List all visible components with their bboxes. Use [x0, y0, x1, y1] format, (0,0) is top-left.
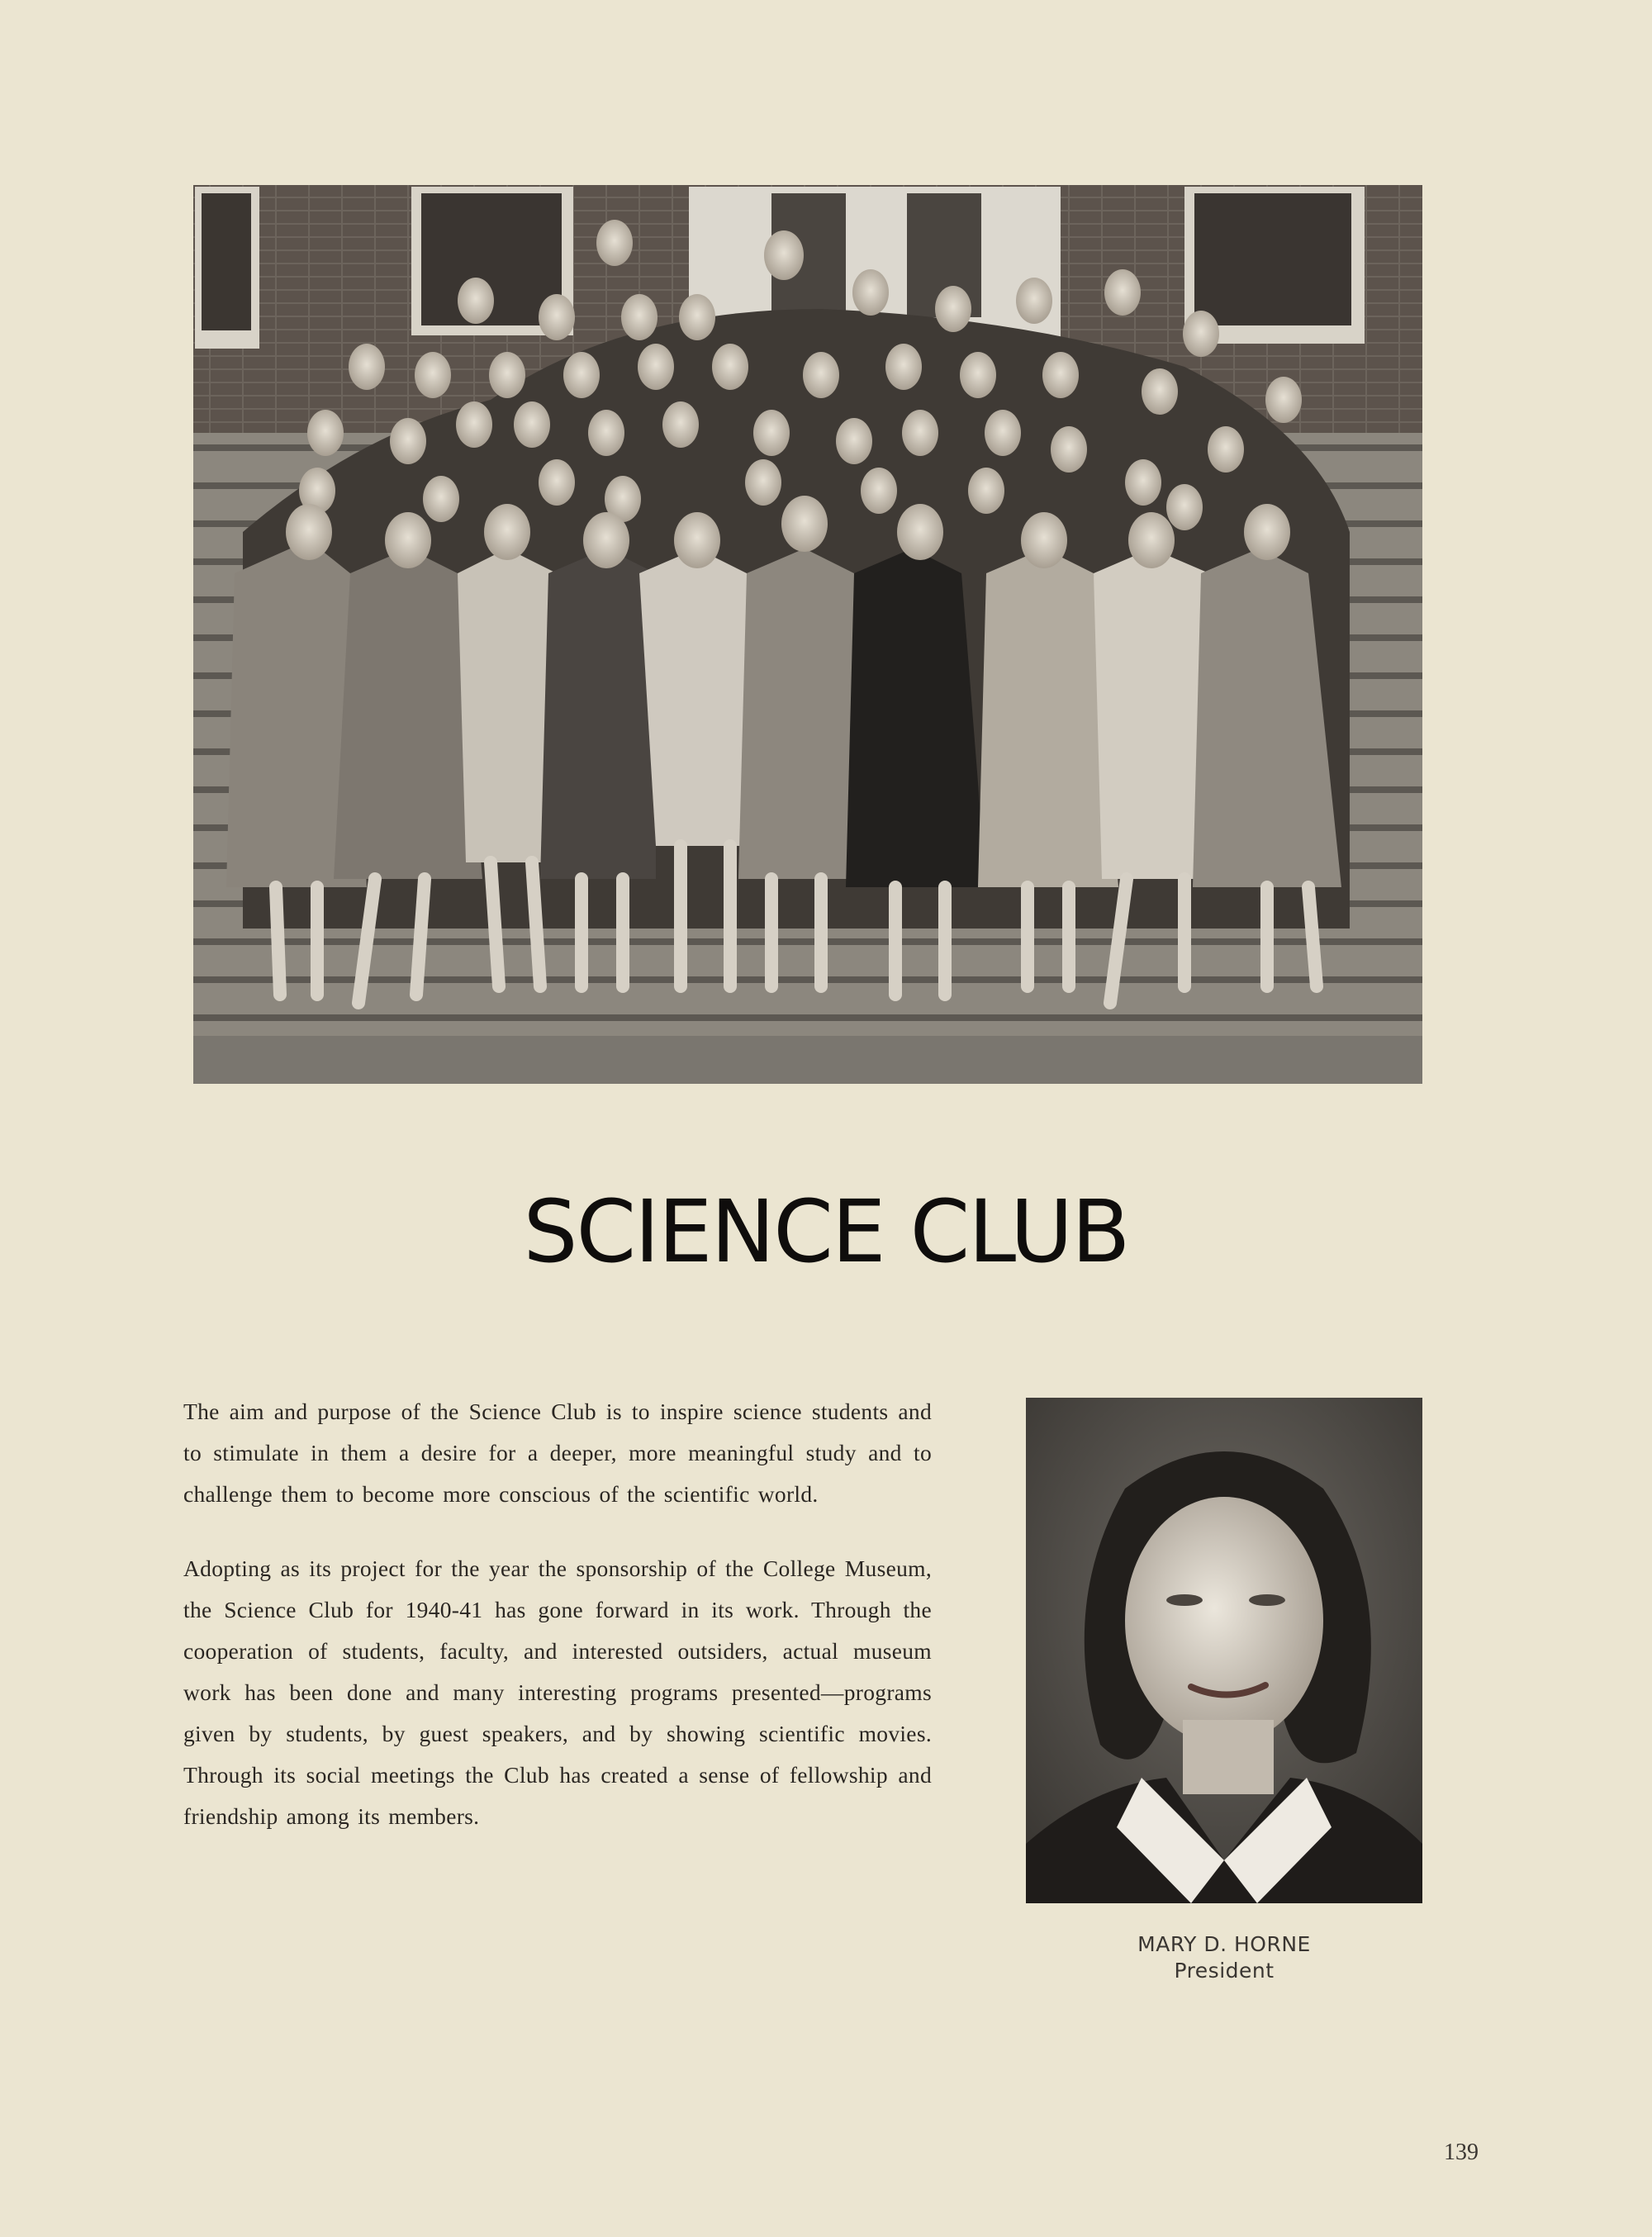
- page-number: 139: [1444, 2140, 1479, 2165]
- portrait-image: [1026, 1398, 1422, 1903]
- caption-name: MARY D. HORNE: [1137, 1932, 1311, 1956]
- caption-role: President: [1174, 1959, 1275, 1983]
- portrait-caption: [1026, 1931, 1422, 1984]
- page-title: SCIENCE CLUB: [523, 1181, 1129, 1282]
- group-photo-image: [193, 185, 1422, 1084]
- president-portrait: [1026, 1398, 1422, 1903]
- article-body: [183, 1391, 932, 1837]
- paragraph-1: The aim and purpose of the Science Club is to inspire science students and to stimulate in them a desire for a deeper, more meaningful study and to challenge them to become more conscious of the scientific world.: [183, 1399, 932, 1507]
- paragraph-2: Adopting as its project for the year the sponsorship of the College Museum, the Science Club for 1940-41 has gone forward in its work. Through the cooperation of students, faculty, and interested outsiders, actual museum work has been done and many interesting programs presented—programs given by students, by guest speakers, and by showing scientific movies. Through its social meetings the Club has created a sense of fellowship and friendship among its members.: [183, 1555, 932, 1829]
- group-photo: [193, 185, 1422, 1084]
